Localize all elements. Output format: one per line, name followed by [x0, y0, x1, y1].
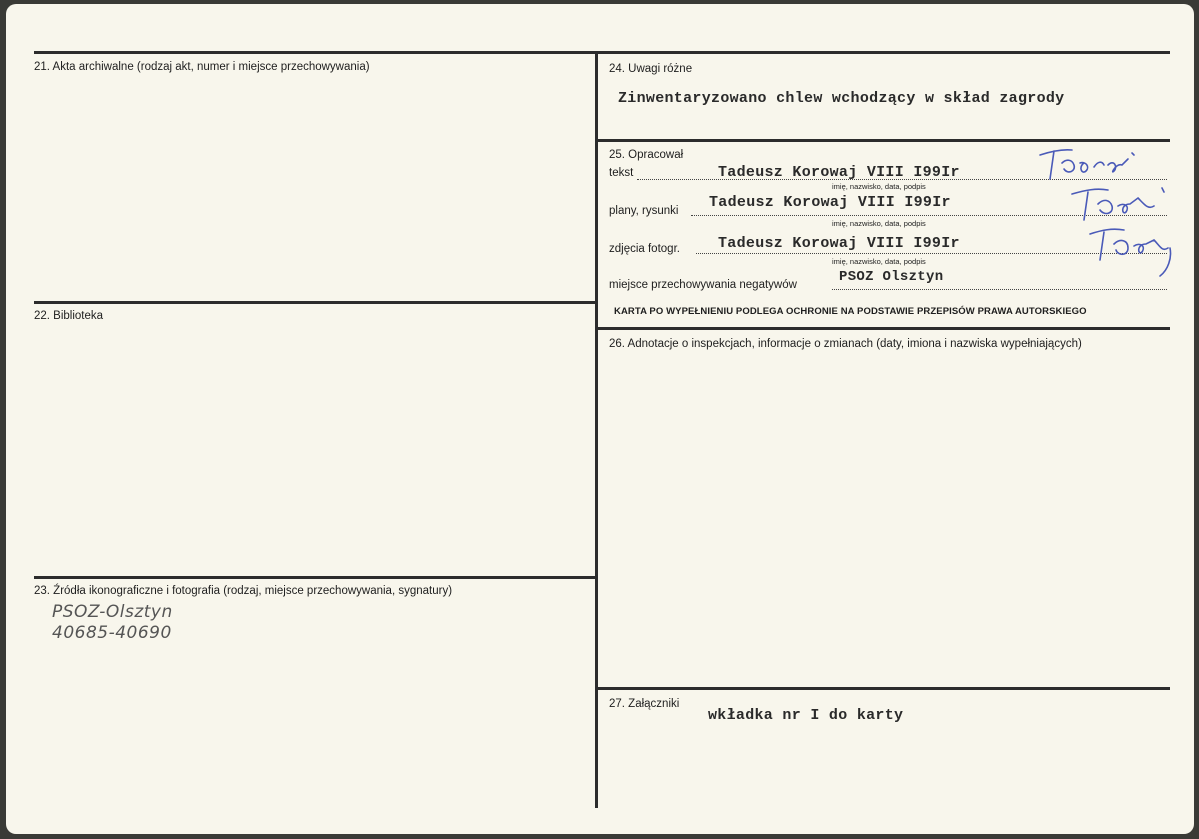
inventory-card — [6, 4, 1194, 834]
section-25-label: 25. Opracował — [609, 149, 684, 161]
rule-25-26 — [597, 327, 1170, 330]
section-23-label: 23. Źródła ikonograficzne i fotografia (rodzaj, miejsce przechowywania, sygnatury) — [34, 585, 453, 597]
signature-text — [1032, 145, 1142, 185]
row-photos-value: Tadeusz Korowaj VIII I99Ir — [718, 235, 960, 252]
row-text-label: tekst — [609, 167, 634, 179]
row-text-value: Tadeusz Korowaj VIII I99Ir — [718, 164, 960, 181]
center-divider — [595, 51, 598, 808]
section-24-label: 24. Uwagi różne — [609, 63, 693, 75]
section-26-label: 26. Adnotacje o inspekcjach, informacje o zmianach (daty, imiona i nazwiska wypełniających) — [609, 338, 1082, 350]
section-21-label: 21. Akta archiwalne (rodzaj akt, numer i miejsce przechowywania) — [34, 61, 370, 73]
row-photos-label: zdjęcia fotogr. — [609, 243, 680, 255]
section-24-remarks: Zinwentaryzowano chlew wchodzący w skład zagrody — [618, 90, 1065, 107]
negatives-value: PSOZ Olsztyn — [839, 269, 944, 285]
rule-26-27 — [597, 687, 1170, 690]
section-22-label: 22. Biblioteka — [34, 310, 104, 322]
rule-21-22 — [34, 301, 597, 304]
negatives-label: miejsce przechowywania negatywów — [609, 279, 797, 291]
handwritten-archive-name: PSOZ-Olsztyn — [52, 602, 173, 622]
section-27-label: 27. Załączniki — [609, 698, 680, 710]
signature-plans — [1064, 184, 1174, 224]
negatives-dotline — [832, 289, 1167, 290]
row-plans-label: plany, rysunki — [609, 205, 679, 217]
row-text-caption: imię, nazwisko, data, podpis — [832, 182, 926, 191]
handwritten-archive-numbers: 40685-40690 — [52, 623, 172, 643]
section-27-attachments: wkładka nr I do karty — [708, 707, 904, 724]
row-photos-caption: imię, nazwisko, data, podpis — [832, 257, 926, 266]
signature-photos — [1084, 222, 1184, 280]
rule-22-23 — [34, 576, 597, 579]
row-plans-value: Tadeusz Korowaj VIII I99Ir — [709, 194, 951, 211]
rule-24-25 — [597, 139, 1170, 142]
copyright-notice: KARTA PO WYPEŁNIENIU PODLEGA OCHRONIE NA PODSTAWIE PRZEPISÓW PRAWA AUTORSKIEGO — [614, 306, 1087, 317]
row-plans-caption: imię, nazwisko, data, podpis — [832, 219, 926, 228]
top-rule — [34, 51, 1170, 54]
